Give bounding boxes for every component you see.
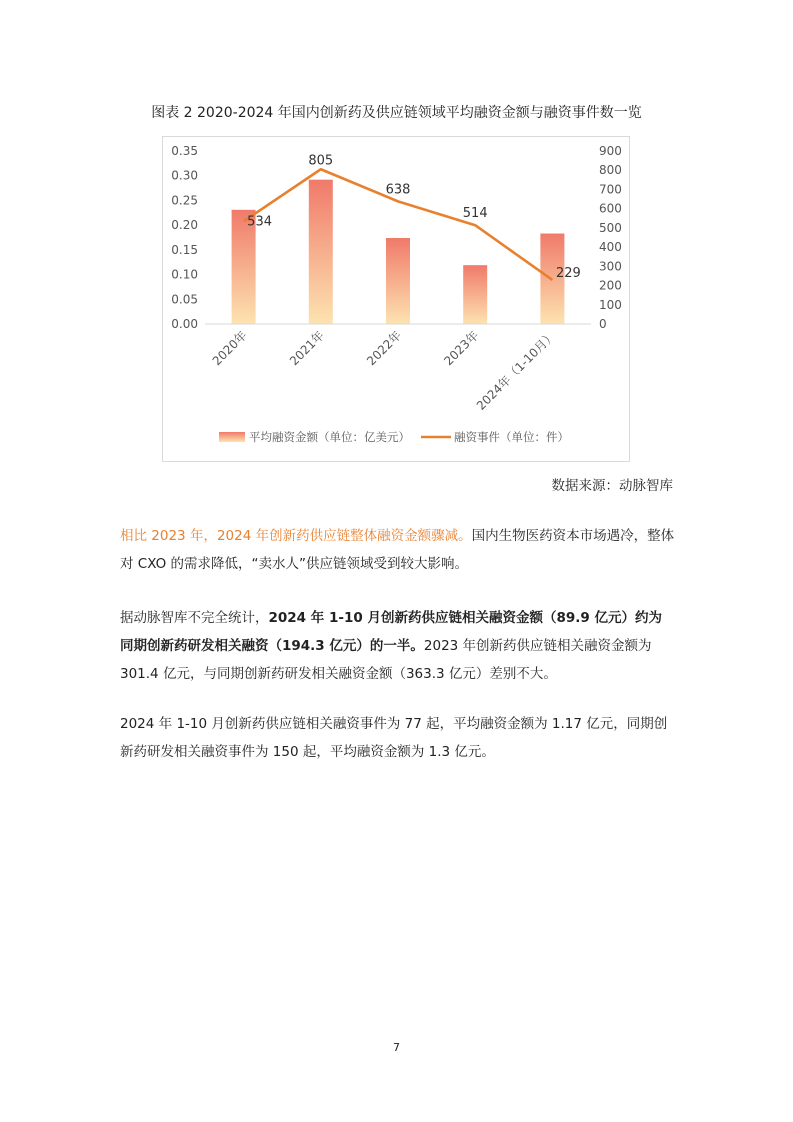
right-tick-label: 200 — [599, 278, 622, 293]
legend-bar-swatch — [219, 432, 245, 442]
paragraph-2-intro: 据动脉智库不完全统计， — [120, 610, 269, 626]
right-tick-label: 100 — [599, 297, 622, 312]
x-tick-label: 2020年 — [209, 328, 250, 369]
chart-legend — [219, 430, 569, 444]
figure-caption: 图表 2 2020-2024 年国内创新药及供应链领域平均融资金额与融资事件数一览 — [151, 105, 642, 121]
right-tick-label: 300 — [599, 259, 622, 274]
right-tick-label: 0 — [599, 317, 607, 331]
right-y-axis — [599, 144, 622, 331]
left-tick-label: 0.30 — [171, 168, 198, 183]
left-y-axis — [171, 144, 198, 331]
x-tick-label: 2022年 — [364, 328, 405, 369]
left-tick-label: 0.25 — [171, 193, 198, 208]
x-tick-label: 2023年 — [441, 328, 482, 369]
data-source: 数据来源：动脉智库 — [551, 478, 673, 494]
left-tick-label: 0.10 — [171, 267, 198, 282]
paragraph-1 — [120, 522, 675, 578]
line-data-label: 534 — [247, 214, 273, 230]
left-tick-label: 0.35 — [171, 144, 198, 158]
paragraph-3: 2024 年 1-10 月创新药供应链相关融资事件为 77 起，平均融资金额为 1.17 亿元，同期创新药研发相关融资事件为 150 起，平均融资金额为 1.3 亿元。 — [120, 716, 668, 760]
right-tick-label: 400 — [599, 240, 622, 255]
right-tick-label: 600 — [599, 201, 622, 216]
left-tick-label: 0.15 — [171, 242, 198, 257]
line-data-label: 229 — [555, 265, 581, 281]
page-number: 7 — [393, 1041, 400, 1054]
right-tick-label: 900 — [599, 144, 622, 158]
line-series — [244, 153, 581, 281]
line-data-label: 638 — [385, 182, 411, 198]
right-tick-label: 800 — [599, 163, 622, 178]
paragraph-2-text: 2023 年创新药供应链相关融资金额为 301.4 亿元，与同期创新药研发相关融资金额（363.3 亿元）差别不大。 — [120, 638, 652, 682]
right-tick-label: 500 — [599, 220, 622, 235]
paragraph-1-highlight: 相比 2023 年，2024 年创新药供应链整体融资金额骤减。 — [120, 528, 472, 544]
combo-chart — [163, 137, 629, 461]
bar — [309, 180, 333, 324]
bar — [463, 265, 487, 324]
legend-line-label: 融资事件（单位：件） — [454, 430, 569, 444]
right-tick-label: 700 — [599, 182, 622, 197]
x-tick-label: 2021年 — [286, 328, 327, 369]
paragraph-1-text: 国内生物医药资本市场遇冷，整体对 CXO 的需求降低，“卖水人”供应链领域受到较大影响。 — [120, 528, 675, 572]
left-tick-label: 0.00 — [171, 317, 198, 331]
left-tick-label: 0.05 — [171, 292, 198, 307]
x-axis — [205, 324, 591, 413]
paragraph-2-bold: 2024 年 1-10 月创新药供应链相关融资金额（89.9 亿元）约为同期创新药研发相关融资（194.3 亿元）的一半。 — [120, 610, 662, 654]
paragraph-2 — [120, 604, 675, 688]
line-data-label: 805 — [308, 153, 334, 169]
chart-container — [162, 136, 630, 462]
bar — [386, 238, 410, 324]
line-data-label: 514 — [462, 206, 488, 222]
x-tick-label: 2024年（1-10月） — [473, 328, 559, 413]
legend-bar-label: 平均融资金额（单位：亿美元） — [249, 430, 410, 444]
left-tick-label: 0.20 — [171, 218, 198, 233]
